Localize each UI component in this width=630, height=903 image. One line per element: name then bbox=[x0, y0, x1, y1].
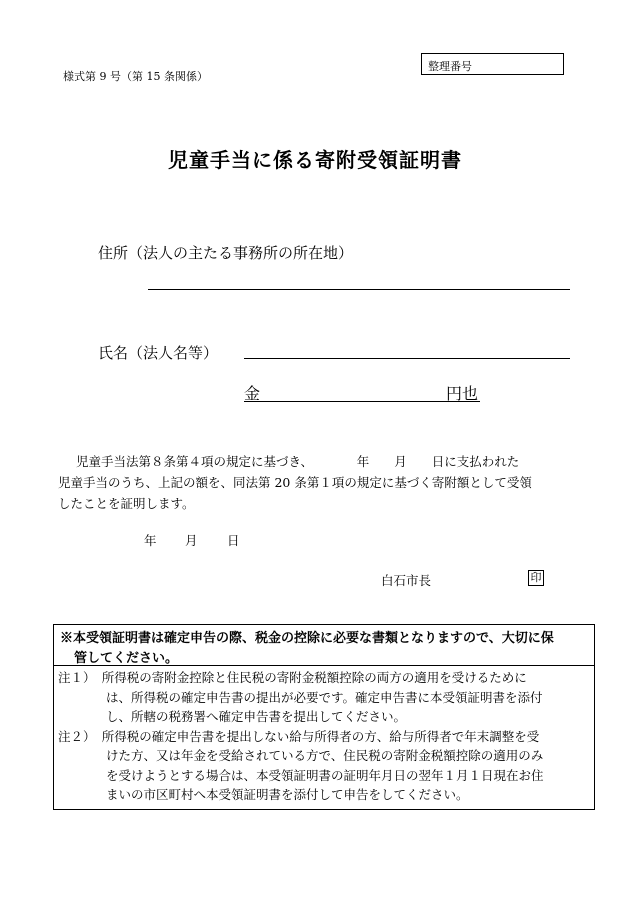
address-label: 住所（法人の主たる事務所の所在地） bbox=[98, 244, 354, 262]
note2-line: けた方、又は年金を受給されている方で、住民税の寄附金税額控除の適用のみ bbox=[106, 748, 544, 763]
body-line: 児童手当法第８条第４項の規定に基づき、 年 月 日に支払われた bbox=[76, 454, 520, 469]
date-month-label: 月 bbox=[185, 533, 198, 548]
note2-line: を受けようとする場合は、本受領証明書の証明年月日の翌年１月１日現在お住 bbox=[106, 767, 544, 783]
form-number: 様式第 9 号（第 15 条関係） bbox=[63, 70, 208, 83]
note1-line: 注１） 所得税の寄附金控除と住民税の寄附金税額控除の両方の適用を受けるために bbox=[58, 670, 527, 685]
amount-suffix: 円也 bbox=[446, 384, 479, 403]
certification-text bbox=[58, 451, 578, 514]
note1-line: は、所得税の確定申告書の提出が必要です。確定申告書に本受領証明書を添付 bbox=[106, 689, 543, 705]
body-line: したことを証明します。 bbox=[58, 496, 195, 511]
date-day-label: 日 bbox=[227, 533, 240, 548]
notes-heading-line: 管してください。 bbox=[74, 651, 179, 666]
reference-number-box bbox=[421, 53, 564, 75]
body-line: 児童手当のうち、上記の額を、同法第 20 条第１項の規定に基づく寄附額として受領 bbox=[58, 475, 532, 490]
notes-heading bbox=[54, 625, 594, 665]
amount-prefix: 金 bbox=[244, 384, 261, 403]
name-line bbox=[244, 358, 570, 359]
note1-line: し、所轄の税務署へ確定申告書を提出してください。 bbox=[106, 709, 407, 724]
reference-number-label: 整理番号 bbox=[428, 60, 472, 73]
name-label: 氏名（法人名等） bbox=[98, 344, 219, 362]
document-title: 児童手当に係る寄附受領証明書 bbox=[168, 148, 462, 172]
amount-line bbox=[244, 401, 480, 402]
signer-label: 白石市長 bbox=[381, 573, 432, 588]
note2-line: 注２） 所得税の確定申告書を提出しない給与所得者の方、給与所得者で年末調整を受 bbox=[58, 728, 540, 744]
address-line bbox=[148, 289, 570, 290]
note2-line: まいの市区町村へ本受領証明書を添付して申告をしてください。 bbox=[106, 787, 469, 802]
date-year-label: 年 bbox=[144, 533, 157, 548]
seal-mark: 印 bbox=[528, 570, 544, 586]
notes-box bbox=[53, 624, 595, 810]
notes-heading-line: ※本受領証明書は確定申告の際、税金の控除に必要な書類となりますので、大切に保 bbox=[60, 631, 554, 646]
notes-body bbox=[54, 666, 594, 807]
